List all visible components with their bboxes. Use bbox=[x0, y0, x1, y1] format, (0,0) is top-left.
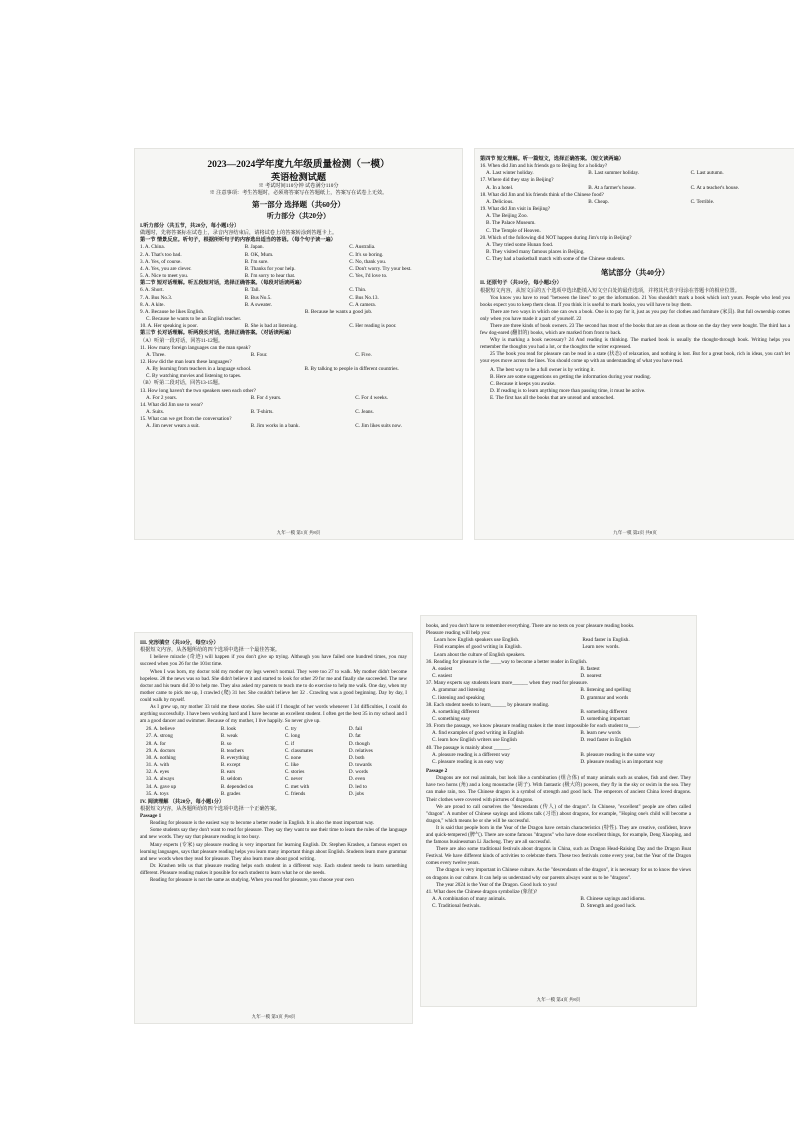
cloze-choice-34-col-2: B. depended on bbox=[220, 783, 254, 790]
q13-option-b: B. For 4 years. bbox=[250, 394, 282, 401]
question-14: 14. What did Jim use to wear? bbox=[140, 401, 203, 408]
cloze-choice-28-col-4: D. though bbox=[348, 740, 370, 747]
reading-paragraph: Dragons are not real animals, but look like a combination (组合体) of many animals such as snakes, fish and deer. They have two horns (角) and a long moustache (胡子). With fantastic (极大的) powers, they fly in the sky or swim in the sea. They can make rain, too. The Chinese dragon is a symbol of strength and good luck. The emperors of ancient China loved dragons. Their clothes were covered with pictures of dragons. bbox=[426, 775, 691, 803]
cloze-choice-26-col-2: B. look bbox=[220, 726, 237, 733]
q39-options bbox=[426, 737, 691, 744]
q40-options bbox=[426, 752, 691, 759]
q12-option-c: C. By watching movies and listening to tapes. bbox=[146, 373, 242, 380]
question-2-col-1: 2. A. That's too bad. bbox=[140, 251, 182, 258]
cloze-choice-33-col-3: C. never bbox=[284, 776, 303, 783]
q13-option-a: A. For 2 years. bbox=[146, 394, 177, 401]
q14-option-c: C. Jeans. bbox=[355, 409, 374, 416]
q38-options-col-1: A. something different bbox=[432, 708, 480, 715]
q11-option-c: C. Five. bbox=[355, 351, 372, 358]
question-20: 20. Which of the following did NOT happen during Jim's trip in Beijing? bbox=[480, 234, 632, 241]
q40-options-col-1: C. pleasure reading is an easy way bbox=[432, 758, 504, 765]
q38-options-col-2: B. something different bbox=[580, 708, 628, 715]
q18-options-col-2: B. Cheap. bbox=[588, 198, 609, 205]
q19-option: B. The Palace Museum. bbox=[486, 220, 536, 227]
question-6-col-2: B. Tall. bbox=[244, 287, 260, 294]
passage-paragraph: There are two ways in which one can own a book. One is to pay for it, just as you pay for clothes and furniture (家具). But full ownership comes only when you have made it a part of yourself. 22 bbox=[480, 308, 790, 322]
pleasure-list-row-col-2: Read faster in English. bbox=[582, 637, 630, 644]
q39-options-col-2: D. read faster in English bbox=[580, 737, 631, 744]
exam-page-3 bbox=[134, 632, 413, 1024]
cloze-choice-27-col-1: 27. A. strong bbox=[146, 733, 173, 740]
cloze-choice-28 bbox=[140, 741, 407, 748]
question-3 bbox=[140, 259, 457, 266]
q20-option: B. They visited many famous places in Beijing. bbox=[486, 249, 585, 256]
cloze-choice-33-col-1: 33. A. always bbox=[146, 776, 175, 783]
question-19: 19. What did Jim visit in Beijing? bbox=[480, 206, 551, 213]
listening-heading: 听力部分（共20分） bbox=[267, 212, 330, 220]
q13-option-c: C. For 4 weeks. bbox=[355, 394, 388, 401]
cloze-choice-30-col-4: D. both bbox=[348, 754, 365, 761]
q38-options-col-2: D. something important bbox=[580, 715, 630, 722]
q36-options-col-1: C. easiest bbox=[432, 673, 452, 680]
cloze-choice-29 bbox=[140, 748, 407, 755]
reading-paragraph: Dr. Krashen tells us that pleasure reading helps each student in a different way. Each student needs to learn something different. Pleasure reading makes it possible for each student to learn what he or she needs. bbox=[140, 862, 407, 876]
section-iv-description: 根据短文内容，从各题所给的四个选项中选择一个正确答案。 bbox=[140, 805, 281, 812]
q19-option: A. The Beijing Zoo. bbox=[486, 213, 528, 220]
question-37: 37. Many experts say students learn more______ when they read for pleasure. bbox=[426, 680, 589, 687]
reading-paragraph: Reading for pleasure is the easiest way to become a better reader in English. It is also the most important way. bbox=[150, 820, 375, 827]
page-4-content bbox=[426, 623, 691, 1001]
question-9 bbox=[140, 309, 457, 316]
cloze-choice-29-col-4: D. relatives bbox=[348, 747, 373, 754]
q9-option-b: B. Because he wants a good job. bbox=[304, 308, 373, 315]
cloze-choice-32-col-2: B. ears bbox=[220, 769, 236, 776]
cloze-choice-27-col-2: B. weak bbox=[220, 733, 238, 740]
page-1-footer: 九年一模 第1页 共8页 bbox=[276, 530, 321, 535]
cloze-choice-30-col-1: 30. A. nothing bbox=[146, 754, 176, 761]
cloze-choice-35-col-1: 35. A. toys bbox=[146, 790, 169, 797]
pleasure-list-row-col-1: Learn about the culture of English speakers. bbox=[434, 651, 526, 658]
pleasure-list-title: Pleasure reading will help you: bbox=[426, 630, 491, 637]
q17-options-col-1: A. In a hotel. bbox=[486, 184, 514, 191]
section-4-heading: 第四节 短文理解。听一篇短文，选择正确答案。（短文读两遍） bbox=[480, 156, 624, 162]
question-40: 40. The passage is mainly about ______. bbox=[426, 744, 511, 751]
reading-paragraph: It is said that people born in the Year of the Dragon have certain characteristics (特性). They are creative, confident, brave and quick-tempered (脾气). There are some famous "dragons" who have done excellent things, for example, Deng Xiaoping, and the famous businessman Li Jiacheng. They are all successful. bbox=[426, 824, 691, 846]
question-18: 18. What did Jim and his friends think of the Chinese food? bbox=[480, 191, 604, 198]
question-3-col-2: B. I'm sure. bbox=[244, 258, 269, 265]
q41-options bbox=[426, 896, 691, 903]
cloze-choice-33 bbox=[140, 776, 407, 783]
pleasure-list-row bbox=[426, 644, 691, 651]
question-2 bbox=[140, 252, 457, 259]
reading-paragraph: The dragon is very important in Chinese culture. As the "descendants of the dragon", it is necessary for us to know the views on dragons in our culture. It can help us understand why our parents always want us to be "dragons". bbox=[426, 867, 691, 881]
section-iii-description: 根据短文内容，从各题所给的四个选项中选择一个最佳答案。 bbox=[140, 647, 281, 654]
q41-options-col-1: A. A combination of many animals. bbox=[432, 895, 506, 902]
cloze-choice-28-col-3: C. if bbox=[284, 740, 295, 747]
q41-options-col-2: B. Chinese sayings and idioms. bbox=[580, 895, 646, 902]
q18-options-col-1: A. Delicious. bbox=[486, 198, 514, 205]
question-16: 16. When did Jim and his friends go to Beijing for a holiday? bbox=[480, 163, 608, 170]
cloze-choice-29-col-3: C. classmates bbox=[284, 747, 314, 754]
q20-option: A. They tried some Hunan food. bbox=[486, 241, 554, 248]
cloze-choice-35-col-2: B. grades bbox=[220, 790, 241, 797]
q10-option-b: B. She is bad at listening. bbox=[244, 323, 298, 330]
question-4-col-3: C. Don't worry. Try your best. bbox=[349, 265, 412, 272]
answer-option: A. The best way to be a full owner is by writing it. bbox=[490, 366, 595, 373]
q20-option: C. They had a basketball match with some of the Chinese students. bbox=[486, 256, 625, 263]
cloze-choice-26-col-4: D. fail bbox=[348, 726, 363, 733]
question-3-col-1: 3. A. Yes, of course. bbox=[140, 258, 182, 265]
cloze-choice-26-col-1: 26. A. believe bbox=[146, 726, 175, 733]
exam-page-1 bbox=[134, 148, 463, 540]
section-ii-description: 根据短文内容，从短文后的五个选项中选出能填入短文空白处的最佳选项，并将其代表字母涂在答题卡的相应位置。 bbox=[480, 287, 740, 294]
q18-options-col-3: C. Terrible. bbox=[690, 198, 715, 205]
cloze-choice-32-col-3: C. stories bbox=[284, 769, 305, 776]
page-3-content bbox=[140, 640, 407, 1018]
q16-options-col-1: A. Last winter holiday. bbox=[486, 170, 534, 177]
exam-meta: ※ 考试时间110分钟 试卷满分110分 bbox=[258, 183, 339, 189]
question-7 bbox=[140, 295, 457, 302]
page-2-content bbox=[480, 156, 790, 534]
q15-option-c: C. Jim likes suits now. bbox=[355, 423, 402, 430]
reading-paragraph: There are also some traditional festivals about dragons in China, such as Dragon Head-Raising Day and the Dragon Boat Festival. We have different kinds of activities to celebrate them. These two festivals come every year, but the Year of the Dragon comes every twelve years. bbox=[426, 846, 691, 867]
q14-option-a: A. Suits. bbox=[146, 409, 165, 416]
cloze-choice-27-col-3: C. long bbox=[284, 733, 301, 740]
q11-options bbox=[140, 352, 457, 359]
q39-options bbox=[426, 730, 691, 737]
question-1-col-2: B. Japan. bbox=[244, 244, 264, 251]
passage-2-label: Passage 2 bbox=[426, 768, 448, 775]
q36-options-col-2: D. nearest bbox=[580, 673, 602, 680]
q37-options bbox=[426, 687, 691, 694]
q38-options bbox=[426, 709, 691, 716]
q18-options bbox=[480, 199, 790, 206]
q15-option-b: B. Jim works in a bank. bbox=[250, 423, 300, 430]
instruction-line: I.听力部分（共五节，共20分，每小题1分） bbox=[140, 223, 240, 229]
question-1 bbox=[140, 244, 457, 251]
cloze-choice-33-col-4: D. even bbox=[348, 776, 366, 783]
q11-option-a: A. Three. bbox=[146, 351, 166, 358]
q16-options-col-3: C. Last autumn. bbox=[690, 170, 724, 177]
q17-options bbox=[480, 185, 790, 192]
cloze-paragraph: As I grew up, my mother 33 told me these stories. She said if I thought of her words whenever I 34 difficulties, I could do anything successfully. I have been working hard and I have become an excellent student. I often get the best 35 in my school and I am a good dancer and swimmer. Because of my mother, I live happily. So never give up. bbox=[140, 703, 407, 725]
passage-1-continued: books, and you don't have to remember everything. There are no tests on your pleasure reading books. bbox=[426, 623, 635, 629]
question-36: 36. Reading for pleasure is the ____way to become a better reader in English. bbox=[426, 658, 588, 665]
cloze-choice-32-col-1: 32. A. eyes bbox=[146, 769, 170, 776]
section-3-heading: 第三节 长对话理解。听两段长对话，选择正确答案。（对话读两遍） bbox=[140, 330, 295, 337]
exam-title: 2023—2024学年度九年级质量检测（一模） bbox=[207, 159, 390, 170]
answer-option: D. If reading is to learn anything more than passing time, it must be active. bbox=[490, 388, 646, 394]
cloze-choice-34-col-4: D. led to bbox=[348, 783, 367, 790]
cloze-choice-30-col-3: C. none bbox=[284, 754, 301, 761]
question-6-col-1: 6. A. Short. bbox=[140, 287, 164, 294]
question-5-col-2: B. I'm sorry to hear that. bbox=[244, 273, 296, 280]
q37-options-col-1: A. grammar and listening bbox=[432, 687, 486, 694]
cloze-choice-28-col-2: B. so bbox=[220, 740, 232, 747]
cloze-choice-35-col-4: D. jobs bbox=[348, 790, 364, 797]
q40-options-col-1: A. pleasure reading is a different way bbox=[432, 751, 510, 758]
cloze-choice-31-col-2: B. except bbox=[220, 762, 241, 769]
question-1-col-1: 1. A. China. bbox=[140, 244, 165, 251]
page-1-content bbox=[140, 156, 457, 534]
question-5-col-1: 5. A. Nice to meet you. bbox=[140, 273, 189, 280]
q17-options-col-3: C. At a teacher's house. bbox=[690, 184, 740, 191]
cloze-choice-35 bbox=[140, 791, 407, 798]
q38-options-col-1: C. something easy bbox=[432, 715, 471, 722]
cloze-choice-31 bbox=[140, 762, 407, 769]
question-7-col-3: C. Bus No.13. bbox=[349, 294, 379, 301]
question-6-col-3: C. Thin. bbox=[349, 287, 367, 294]
question-4-col-2: B. Thanks for your help. bbox=[244, 265, 296, 272]
passage-paragraph: Why is marking a book necessary? 24 And reading is thinking. The marked book is usually the thought-through book. Writing helps you remember the thoughts you had a lot, or the thoughts the writer expressed. bbox=[480, 337, 790, 351]
question-38: 38. Each student needs to learn______ by pleasure reading. bbox=[426, 701, 550, 708]
q40-options-col-2: D. pleasure reading is an important way bbox=[580, 758, 664, 765]
reading-paragraph: Some students say they don't want to read for pleasure. They say they want to use their time to learn the rules of the language and new words. They say that pleasure reading is too busy. bbox=[140, 827, 407, 841]
q13-options bbox=[140, 395, 457, 402]
q9-option-a: 9. A. Because he likes English. bbox=[140, 308, 205, 315]
reading-paragraph: We are proud to call ourselves the "descendants (传人) of the dragon". In Chinese, "excellent" people are often called "dragon". A number of Chinese sayings and idioms talk (习语) about dragons, for example, "Hoping one's child will become a dragon," which means he or she will be successful. bbox=[426, 803, 691, 824]
q12-option-a: A. By learning from teachers in a language school. bbox=[146, 366, 252, 373]
q40-options bbox=[426, 759, 691, 766]
q36-options-col-1: A. easiest bbox=[432, 665, 453, 672]
q41-options-col-1: C. Traditional festivals. bbox=[432, 903, 481, 910]
q40-options-col-2: B. pleasure reading is the same way bbox=[580, 751, 655, 758]
question-12: 12. How did the man learn these languages? bbox=[140, 358, 232, 365]
question-4 bbox=[140, 266, 457, 273]
question-15: 15. What can we get from the conversation? bbox=[140, 416, 232, 423]
reading-paragraph: The year 2024 is the Year of the Dragon. Good luck to you! bbox=[436, 881, 558, 888]
cloze-choice-27 bbox=[140, 733, 407, 740]
q41-options-col-2: D. Strength and good luck. bbox=[580, 903, 637, 910]
page-4-footer: 九年一模 第4页 共8页 bbox=[536, 997, 581, 1002]
question-8-col-1: 8. A. A kite. bbox=[140, 301, 165, 308]
q19-option: C. The Temple of Heaven. bbox=[486, 227, 541, 234]
passage-paragraph: You know you have to read "between the lines" to get the information. 21 You shouldn't mark a book which isn't yours. People who lend you books expect you to keep them clean. If you think it is useful to mark books, you will have to buy them. bbox=[480, 294, 790, 308]
q37-options-col-2: D. grammar and words bbox=[580, 694, 629, 701]
q16-options bbox=[480, 170, 790, 177]
exam-page-4 bbox=[420, 615, 697, 1007]
q37-options-col-1: C. listening and speaking bbox=[432, 694, 485, 701]
exam-page-2 bbox=[474, 148, 794, 540]
q39-options-col-2: B. learn new words bbox=[580, 730, 621, 737]
instruction-line: 做题时，先将答案标在试卷上，录音内容结束后，请将试卷上的答案转涂到答题卡上。 bbox=[140, 230, 338, 237]
question-2-col-2: B. OK, Mum. bbox=[244, 251, 274, 258]
answer-option: B. Here are some suggestions on getting the information during your reading. bbox=[490, 373, 651, 380]
cloze-choice-30 bbox=[140, 755, 407, 762]
answer-option: C. Because it keeps you awake. bbox=[490, 380, 556, 387]
section-ii-heading: II. 还原句子（共10分，每小题2分） bbox=[480, 280, 562, 287]
question-13: 13. How long haven't the two speakers seen each other? bbox=[140, 387, 256, 394]
question-4-col-1: 4. A. Yes, you are clever. bbox=[140, 265, 192, 272]
cloze-choice-26-col-3: C. try bbox=[284, 726, 297, 733]
q36-options-col-2: B. fastest bbox=[580, 665, 600, 672]
question-8 bbox=[140, 302, 457, 309]
question-2-col-3: C. It's so boring. bbox=[349, 251, 384, 258]
cloze-choice-32-col-4: D. words bbox=[348, 769, 368, 776]
cloze-choice-29-col-1: 29. A. doctors bbox=[146, 747, 176, 754]
q37-options-col-2: B. listening and spelling bbox=[580, 687, 631, 694]
pleasure-list-row bbox=[426, 652, 691, 659]
pleasure-list-row-col-2: Learn new words. bbox=[582, 644, 620, 651]
q16-options-col-2: B. Last summer holiday. bbox=[588, 170, 640, 177]
cloze-paragraph: I believe miracle (奇迹) will happen if you don't give up trying. Although you have failed one hundred times, you may succeed when you 26 for the 101st time. bbox=[140, 654, 407, 668]
cloze-choice-33-col-2: B. seldom bbox=[220, 776, 242, 783]
instruction-line: 第一节 情景反应。听句子，根据所听句子的内容选出适当的答语。（每个句子读一遍） bbox=[140, 237, 336, 244]
q17-options-col-2: B. At a farmer's house. bbox=[588, 184, 636, 191]
cloze-choice-34-col-3: C. met with bbox=[284, 783, 310, 790]
q9-option-c: C. Because he wants to be an English teacher. bbox=[146, 316, 242, 323]
exam-note: ※ 注意事项：考生答题时，必须将答案写在答题纸上，答案写在试卷上无效。 bbox=[209, 190, 388, 196]
question-17: 17. Where did they stay in Beijing? bbox=[480, 177, 554, 184]
question-1-col-3: C. Australia. bbox=[349, 244, 376, 251]
q12-options bbox=[140, 366, 457, 373]
question-41: 41. What does the Chinese dragon symbolize (象征)? bbox=[426, 888, 538, 895]
pleasure-list-row-col-1: Learn how English speakers use English. bbox=[434, 637, 520, 644]
cloze-choice-31-col-3: C. like bbox=[284, 762, 299, 769]
q10-option-c: C. Her reading is poor. bbox=[349, 323, 397, 330]
question-5-col-3: C. Yes, I'd love to. bbox=[349, 273, 388, 280]
question-11: 11. How many foreign languages can the man speak? bbox=[140, 344, 251, 351]
q39-options-col-1: A. find examples of good writing in English bbox=[432, 730, 524, 737]
cloze-choice-28-col-1: 28. A. for bbox=[146, 740, 166, 747]
section-3a-heading: （A）听第一段对话，回答11-12题。 bbox=[140, 337, 224, 344]
cloze-paragraph: When I was born, my doctor told my mother my legs weren't normal. They were too 27 to walk. My mother didn't become hopeless. 28 the news was so bad. She didn't believe it and started to look for other 29 for me and finally she succeeded. The new doctor and his team did 30 to help me. They also asked my parents to teach me to do exercise to help me walk. One day, when my mother came to pick me up, I crawled (爬) 31 her. She couldn't believe her 32 . Crawling was a good beginning. Day by day, I could walk by myself. bbox=[140, 668, 407, 703]
q15-options bbox=[140, 423, 457, 430]
page-3-footer: 九年一模 第3页 共8页 bbox=[251, 1014, 296, 1019]
question-6 bbox=[140, 287, 457, 294]
section-iv-heading: IV. 阅读理解 （共20分，每小题1分） bbox=[140, 798, 225, 805]
question-8-col-3: C. A camera. bbox=[349, 301, 377, 308]
q10-option-a: 10. A. Her speaking is poor. bbox=[140, 323, 198, 330]
passage-paragraph: 25 The book you read for pleasure can be read in a state (状态) of relaxation, and nothing is lost. But for a great book, rich in ideas, you can't let your eyes move across the lines. You should come up with an understanding of what you have read. bbox=[480, 351, 790, 365]
q15-option-a: A. Jim never wears a suit. bbox=[146, 423, 200, 430]
question-3-col-3: C. No, thank you. bbox=[349, 258, 387, 265]
question-7-col-2: B. Bus No.5. bbox=[244, 294, 272, 301]
q39-options-col-1: C. learn how English writers use English bbox=[432, 737, 517, 744]
cloze-choice-35-col-3: C. friends bbox=[284, 790, 306, 797]
cloze-choice-31-col-4: D. towards bbox=[348, 762, 372, 769]
reading-paragraph: Many experts (专家) say pleasure reading is very important for learning English. Dr. Stephen Krashen, a famous expert on learning languages, says that pleasure reading helps you learn many important things about English. Students learn more grammar and new words when they read for pleasure. They also learn more about good writing. bbox=[140, 841, 407, 862]
question-7-col-1: 7. A. Bus No.3. bbox=[140, 294, 173, 301]
cloze-choice-29-col-2: B. teachers bbox=[220, 747, 244, 754]
cloze-choice-34 bbox=[140, 784, 407, 791]
cloze-choice-32 bbox=[140, 769, 407, 776]
pleasure-list-row-col-2 bbox=[582, 652, 697, 659]
part-one-heading: 第一部分 选择题（共60分） bbox=[251, 200, 346, 209]
passage-1-label: Passage 1 bbox=[140, 813, 162, 820]
q41-options bbox=[426, 903, 691, 910]
cloze-choice-26 bbox=[140, 726, 407, 733]
q14-option-b: B. T-shirts. bbox=[250, 409, 274, 416]
question-39: 39. From the passage, we know pleasure reading makes it the most impossible for each student to____. bbox=[426, 723, 640, 730]
cloze-choice-31-col-1: 31. A. with bbox=[146, 762, 170, 769]
pleasure-list-row-col-1: Find examples of good writing in English. bbox=[434, 644, 522, 651]
cloze-choice-27-col-4: D. fat bbox=[348, 733, 361, 740]
passage-paragraph: There are three kinds of book owners. 23 The second has most of the books that are as clean as those on the day they were bought. The third has a few dog-eared (翻旧的) books, which are marked from front to back. bbox=[480, 322, 790, 337]
q11-option-b: B. Four. bbox=[250, 351, 268, 358]
question-8-col-2: B. A sweater. bbox=[244, 301, 272, 308]
cloze-choice-30-col-2: B. everything bbox=[220, 754, 249, 761]
exam-subtitle: 英语检测试题 bbox=[270, 172, 327, 182]
q36-options bbox=[426, 666, 691, 673]
section-2-heading: 第二节 短对话理解。听五段短对话，选择正确答案。（每段对话读两遍） bbox=[140, 280, 305, 287]
answer-option: E. The first has all the books that are unread and untouched. bbox=[490, 395, 615, 402]
section-iii-heading: III. 完形填空（共10分，每空1分） bbox=[140, 640, 219, 646]
written-part-heading: 笔试部分（共40分） bbox=[600, 268, 670, 278]
q12-option-b: B. By talking to people in different countries. bbox=[304, 366, 399, 373]
page-2-footer: 九年一模 第2页 共8页 bbox=[613, 530, 657, 535]
section-3b-heading: （B）听第二段对话，回答13-15题。 bbox=[140, 380, 224, 387]
reading-paragraph: Reading for pleasure is not the same as studying. When you read for pleasure, you choose your own bbox=[150, 877, 354, 884]
cloze-choice-34-col-1: 34. A. gave up bbox=[146, 783, 177, 790]
q37-options bbox=[426, 695, 691, 702]
